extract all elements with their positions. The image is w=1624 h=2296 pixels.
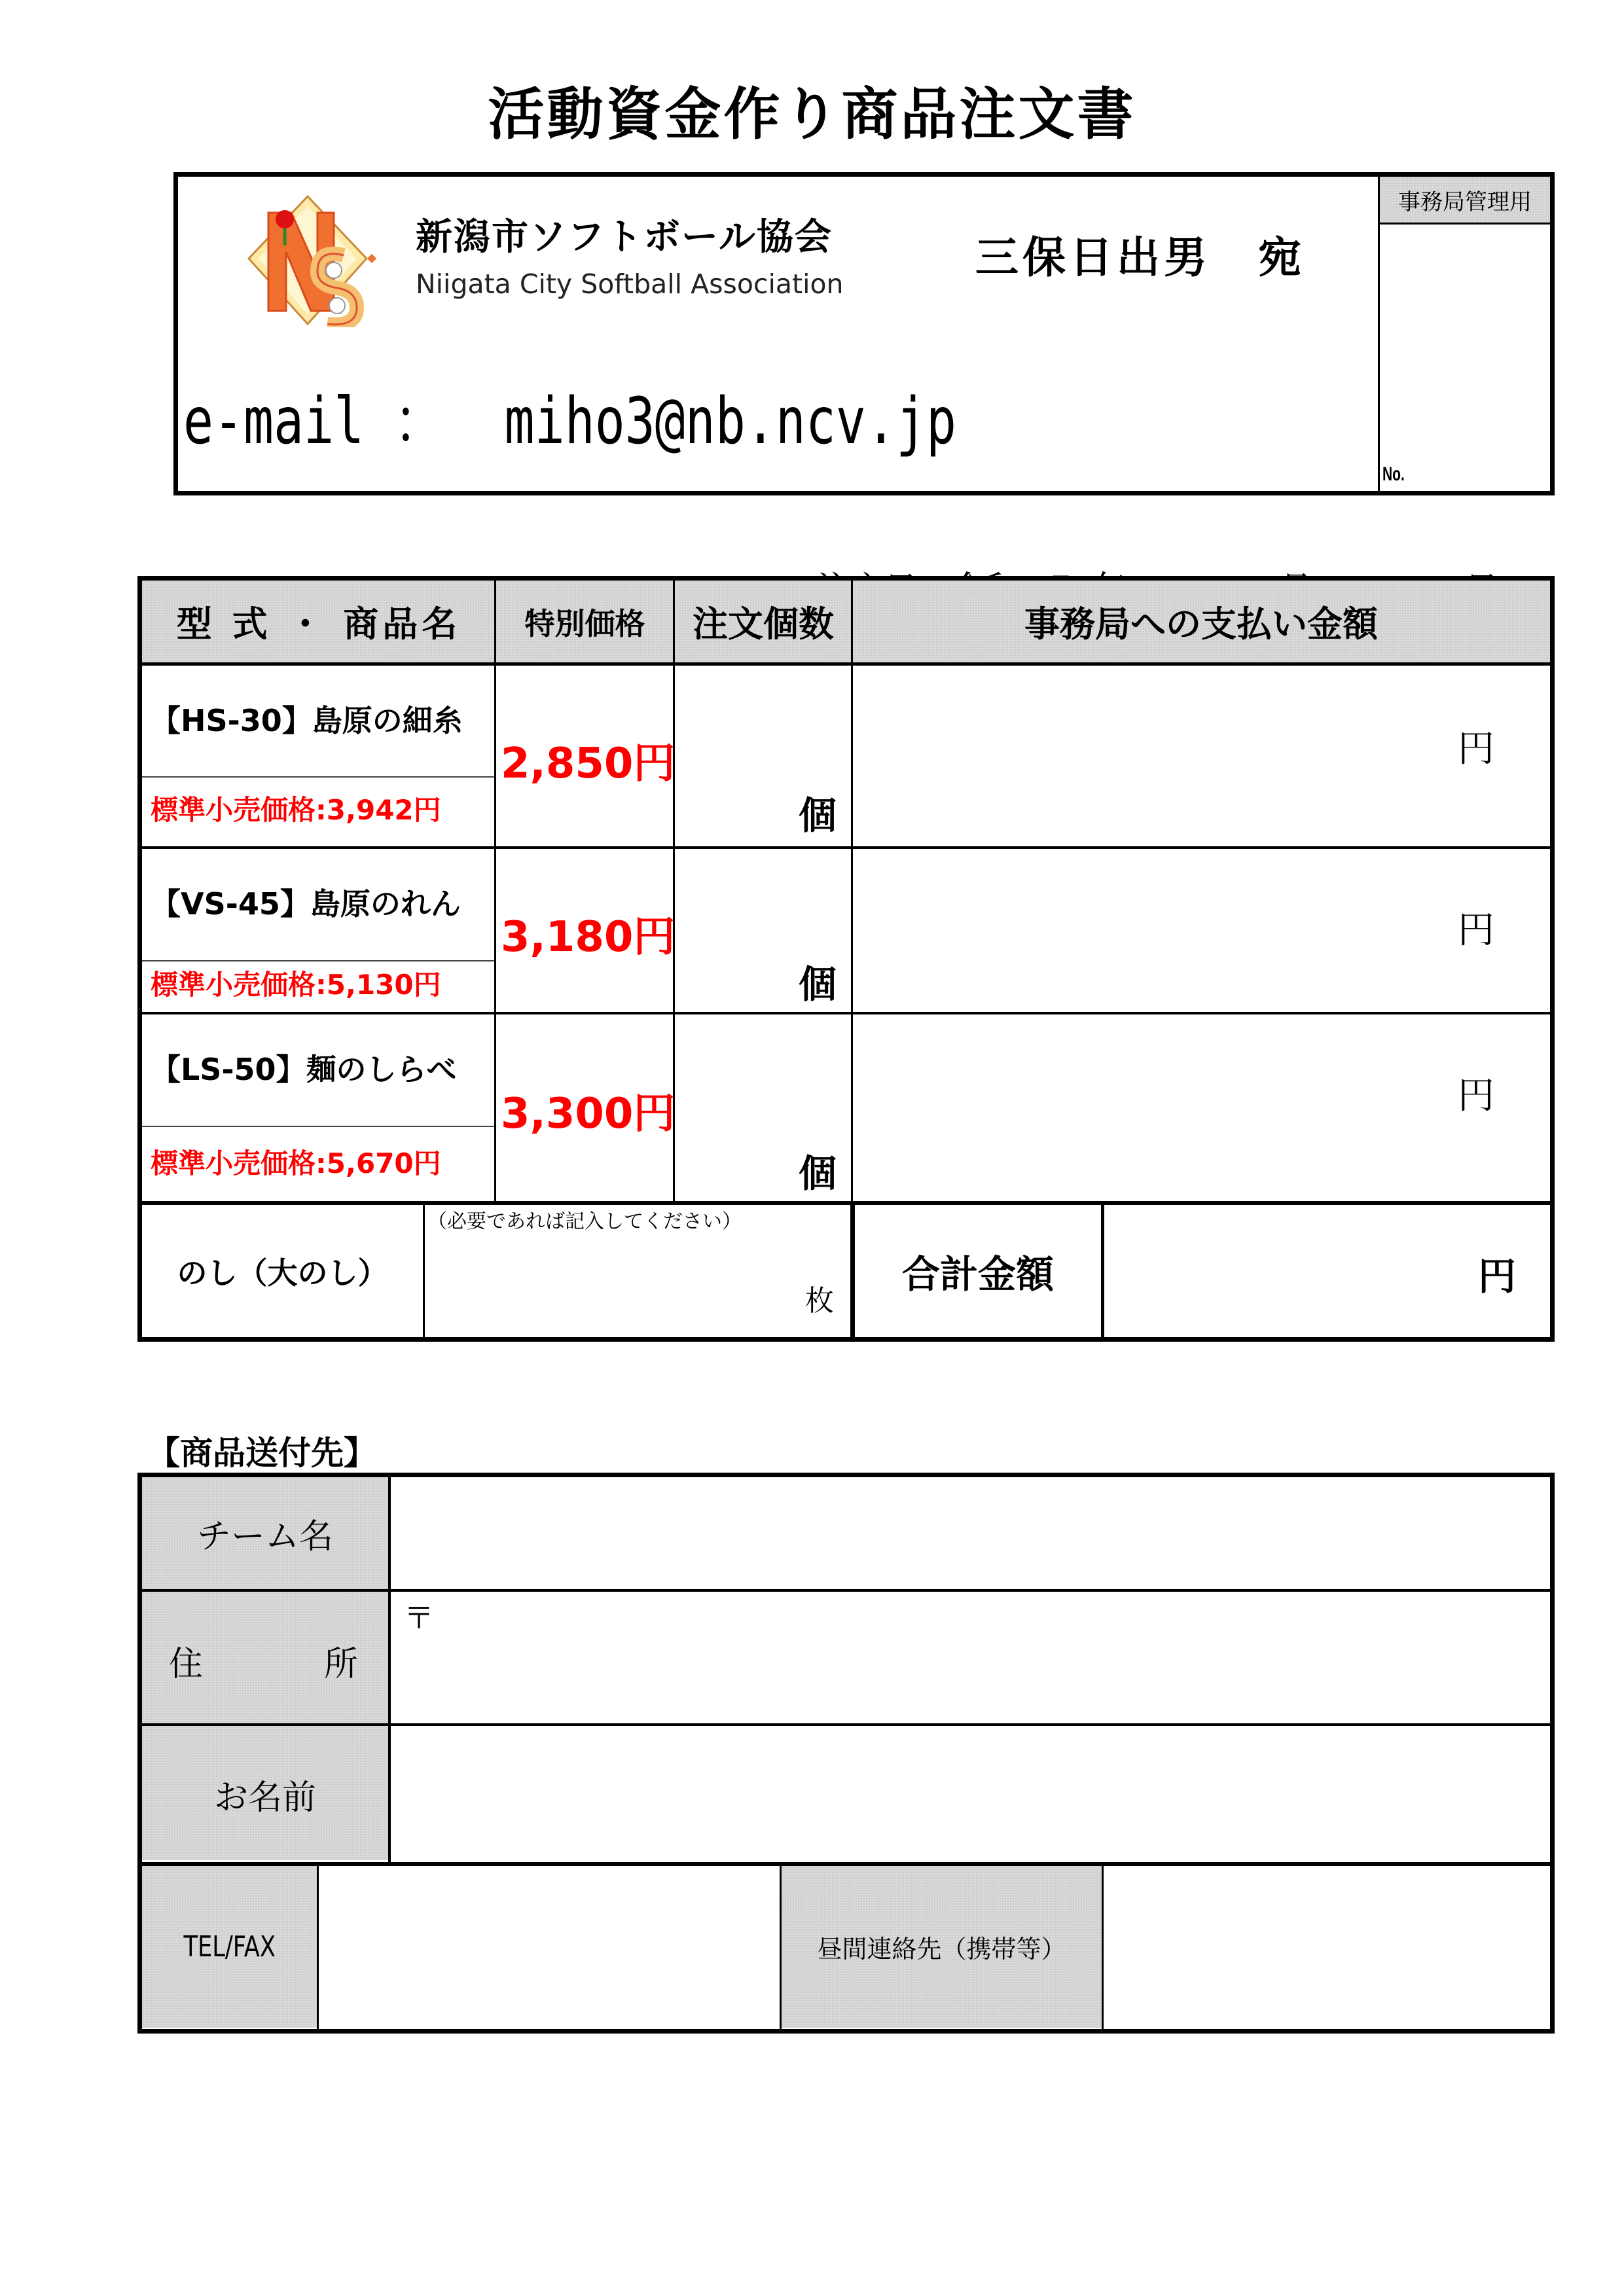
payment-amount-field[interactable]	[853, 1014, 1550, 1201]
total-unit: 円	[1477, 1254, 1516, 1299]
email-address[interactable]: miho3@nb.ncv.jp	[504, 384, 956, 459]
payment-amount-field[interactable]	[853, 849, 1550, 1012]
address-label-1: 住	[169, 1645, 204, 1684]
col-header-special-price: 特別価格	[524, 605, 645, 641]
divider	[142, 1126, 496, 1127]
team-name-field[interactable]	[391, 1477, 1550, 1589]
amount-unit: 円	[1458, 909, 1494, 952]
shipping-heading: 【商品送付先】	[147, 1434, 376, 1472]
total-amount-field[interactable]	[1104, 1205, 1550, 1337]
product-name: 【VS-45】島原のれん	[151, 886, 461, 922]
special-price: 3,180円	[501, 913, 676, 961]
noshi-label: のし（大のし）	[177, 1255, 388, 1291]
noshi-unit: 枚	[805, 1284, 834, 1318]
col-header-quantity: 注文個数	[693, 603, 834, 645]
email-line	[183, 370, 956, 462]
quantity-field[interactable]	[675, 664, 851, 846]
divider	[850, 1203, 855, 1342]
name-field[interactable]	[391, 1726, 1550, 1862]
quantity-field[interactable]	[675, 849, 851, 1012]
payment-amount-field[interactable]	[853, 664, 1550, 846]
org-name-jp: 新潟市ソフトボール協会	[416, 216, 833, 259]
daytime-contact-label: 昼間連絡先（携帯等）	[782, 1866, 1102, 2028]
product-name: 【HS-30】島原の細糸	[151, 703, 463, 738]
col-header-payment: 事務局への支払い金額	[1024, 603, 1378, 645]
qty-unit: 個	[798, 793, 837, 838]
retail-price: 標準小売価格:5,130円	[151, 969, 441, 1001]
addressee: 三保日出男 宛	[975, 232, 1305, 283]
tel-fax-label	[142, 1866, 317, 2028]
product-name: 【LS-50】麺のしらべ	[151, 1052, 457, 1087]
admin-use-label: 事務局管理用	[1380, 177, 1550, 224]
noshi-quantity-field[interactable]	[425, 1205, 850, 1337]
special-price: 3,300円	[501, 1090, 676, 1138]
amount-unit: 円	[1458, 728, 1494, 770]
col-header-product: 型 式 ・ 商品名	[176, 603, 461, 645]
tel-fax-label-text: TEL/FAX	[183, 1930, 276, 1964]
address-label-2: 所	[324, 1645, 359, 1684]
page-title: 活動資金作り商品注文書	[488, 82, 1136, 147]
qty-unit: 個	[798, 1151, 837, 1196]
email-separator: ：	[394, 384, 444, 459]
retail-price: 標準小売価格:3,942円	[151, 794, 441, 826]
org-name-en: Niigata City Softball Association	[416, 268, 844, 300]
name-label: お名前	[213, 1778, 316, 1818]
divider	[142, 776, 496, 778]
ns-softball-logo-icon	[245, 193, 396, 327]
divider	[142, 960, 496, 961]
postal-mark: 〒	[404, 1600, 434, 1636]
total-label: 合計金額	[901, 1252, 1054, 1297]
admin-no-label: No.	[1382, 463, 1405, 485]
amount-unit: 円	[1458, 1075, 1494, 1117]
qty-unit: 個	[798, 962, 837, 1007]
special-price: 2,850円	[501, 740, 676, 788]
divider	[494, 576, 496, 1203]
daytime-contact-field[interactable]	[1104, 1866, 1550, 2028]
quantity-field[interactable]	[675, 1014, 851, 1201]
tel-fax-field[interactable]	[319, 1866, 780, 2028]
noshi-note: （必要であれば記入してください）	[427, 1210, 742, 1233]
email-label: e-mail	[183, 384, 365, 459]
team-name-label: チーム名	[196, 1517, 333, 1556]
address-field[interactable]	[391, 1592, 1550, 1723]
retail-price: 標準小売価格:5,670円	[151, 1147, 441, 1179]
